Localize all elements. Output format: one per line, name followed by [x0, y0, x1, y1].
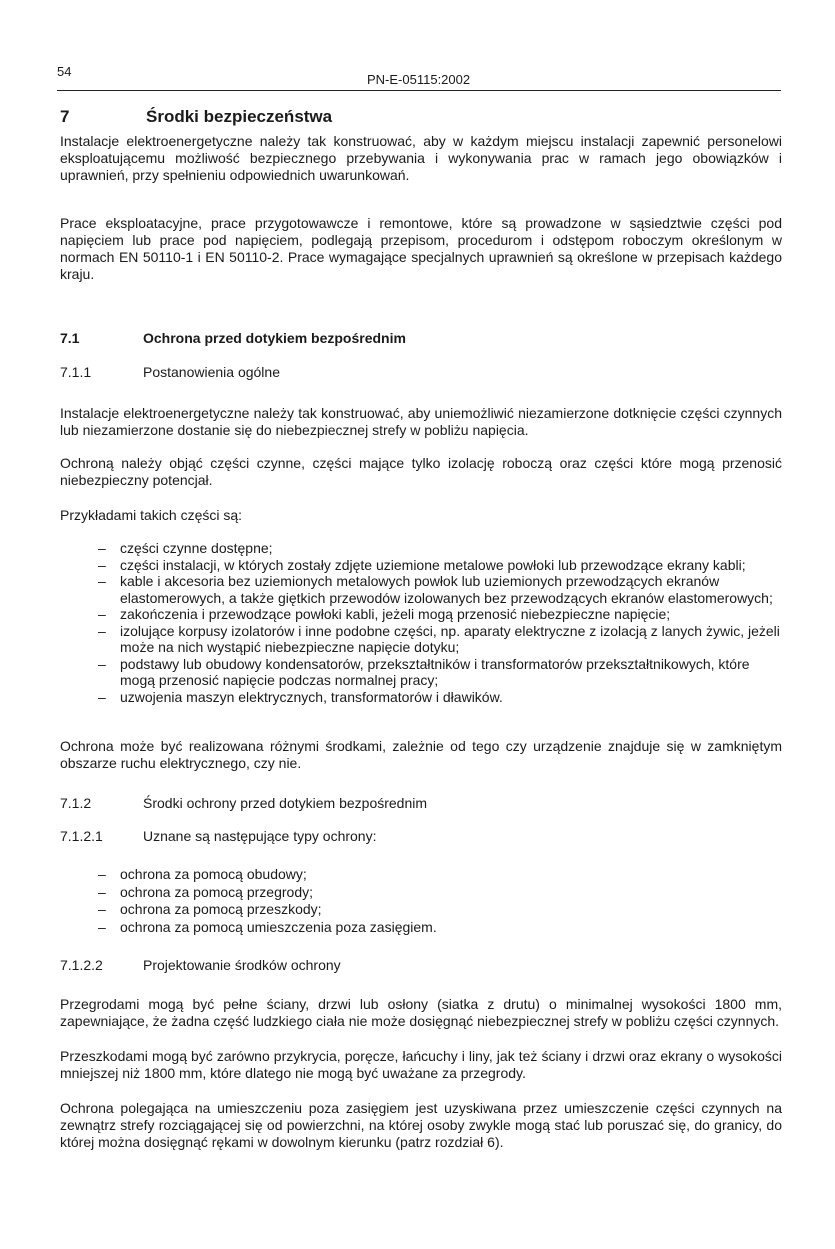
general-paragraph-3: Przykładami takich części są: — [60, 507, 243, 523]
subsection-title: Postanowienia ogólne — [143, 364, 280, 380]
list-item-text: części czynne dostępne; — [120, 540, 273, 556]
closing-paragraph: Ochrona może być realizowana różnymi środkami, zależnie od tego czy urządzenie znajduje się w zamkniętym obszarze ruchu elektrycznego, czy nie. — [60, 738, 782, 771]
subsection-number: 7.1.2.1 — [60, 828, 103, 844]
list-item-text: uzwojenia maszyn elektrycznych, transformatorów i dławików. — [120, 688, 503, 705]
list-item — [98, 540, 782, 557]
list-item — [98, 557, 782, 574]
dash-bullet: – — [98, 573, 106, 589]
subsection-number: 7.1.2.2 — [60, 957, 103, 973]
design-paragraph-1: Przegrodami mogą być pełne ściany, drzwi lub osłony (siatka z drutu) o minimalnej wysokości 1800 mm, zapewniające, że żadna część ludzkiego ciała nie może dosięgnąć niebezpiecznej strefy w pobliżu części czynnych. — [60, 996, 782, 1029]
subsection-title: Ochrona przed dotykiem bezpośrednim — [143, 330, 406, 346]
subsection-title: Projektowanie środków ochrony — [143, 957, 341, 973]
subsection-number: 7.1.1 — [60, 364, 92, 380]
list-item — [98, 884, 782, 902]
general-paragraph-2: Ochroną należy objąć części czynne, części mające tylko izolację roboczą oraz części które mogą przenosić niebezpieczny potencjał. — [60, 455, 782, 488]
list-item — [98, 606, 782, 623]
intro-paragraph-2: Prace eksploatacyjne, prace przygotowawcze i remontowe, które są prowadzone w sąsiedztwie części pod napięciem lub prace pod napięciem, podlegają przepisom, procedurom i odstępom roboczym określonym w normach EN 50110-1 i EN 50110-2. Prace wymagające specjalnych uprawnień są określone w przepisach każdego kraju. — [60, 215, 782, 282]
intro-paragraph-1: Instalacje elektroenergetyczne należy tak konstruować, aby w każdym miejscu instalacji zapewnić personelowi eksploatującemu możliwość bezpiecznego przebywania i wykonywania prac w ramach jego obowiązków i uprawnień, przy spełnieniu odpowiednich uwarunkowań. — [60, 133, 782, 183]
list-item — [98, 656, 782, 689]
list-item-text: kable i akcesoria bez uziemionych metalowych powłok lub uziemionych przewodzących ekranów elastomerowych, a także giętkich przewodów izolowanych bez przewodzących ekranów elastomerowych; — [120, 573, 773, 606]
dash-bullet: – — [98, 540, 106, 556]
dash-bullet: – — [98, 883, 106, 900]
dash-bullet: – — [98, 622, 106, 639]
list-item-text: ochrona za pomocą przegrody; — [120, 883, 313, 900]
dash-bullet: – — [98, 866, 106, 882]
list-item-text: ochrona za pomocą obudowy; — [120, 866, 307, 882]
list-item — [98, 919, 782, 937]
page-number: 54 — [57, 64, 72, 79]
list-item — [98, 573, 782, 606]
section-number: 7 — [60, 107, 70, 126]
list-item — [98, 901, 782, 919]
list-item-text: ochrona za pomocą umieszczenia poza zasięgiem. — [120, 918, 437, 935]
subsection-title: Uznane są następujące typy ochrony: — [143, 828, 377, 844]
page-header — [57, 64, 781, 91]
standard-code: PN-E-05115:2002 — [367, 72, 471, 87]
list-item-text: podstawy lub obudowy kondensatorów, przekształtników i transformatorów przekształtnikowych, które mogą przenosić napięcie podczas normalnej pracy; — [120, 655, 750, 688]
examples-list — [98, 540, 782, 705]
list-item — [98, 623, 782, 656]
dash-bullet: – — [98, 901, 106, 917]
subsection-number: 7.1.2 — [60, 795, 92, 811]
section-title: Środki bezpieczeństwa — [146, 107, 333, 126]
list-item — [98, 866, 782, 884]
general-paragraph-1: Instalacje elektroenergetyczne należy tak konstruować, aby uniemożliwić niezamierzone dotknięcie części czynnych lub niezamierzone dostanie się do niebezpiecznej strefy w pobliżu napięcia. — [60, 405, 782, 438]
dash-bullet: – — [98, 655, 106, 672]
dash-bullet: – — [98, 918, 106, 935]
protection-types-list — [98, 866, 782, 936]
dash-bullet: – — [98, 556, 106, 573]
subsection-number: 7.1 — [60, 330, 80, 346]
dash-bullet: – — [98, 606, 106, 622]
dash-bullet: – — [98, 688, 106, 705]
list-item — [98, 689, 782, 706]
subsection-title: Środki ochrony przed dotykiem bezpośrednim — [143, 795, 428, 811]
list-item-text: ochrona za pomocą przeszkody; — [120, 901, 322, 917]
design-paragraph-2: Przeszkodami mogą być zarówno przykrycia, poręcze, łańcuchy i liny, jak też ściany i drzwi oraz ekrany o wysokości mniejszej niż 1800 mm, które dlatego nie mogą być uważane za przegrody. — [60, 1048, 782, 1081]
list-item-text: części instalacji, w których zostały zdjęte uziemione metalowe powłoki lub przewodzące ekrany kabli; — [120, 556, 746, 573]
list-item-text: izolujące korpusy izolatorów i inne podobne części, np. aparaty elektryczne z izolacją z lanych żywic, jeżeli może na nich wystąpić niebezpieczne napięcie dotyku; — [120, 622, 780, 655]
design-paragraph-3: Ochrona polegająca na umieszczeniu poza zasięgiem jest uzyskiwana przez umieszczenie części czynnych na zewnątrz strefy rozciągającej się od powierzchni, na której osoby zwykle mogą stać lub poruszać się, do granicy, do której można dosięgnąć rękami w dowolnym kierunku (patrz rozdział 6). — [60, 1100, 782, 1150]
list-item-text: zakończenia i przewodzące powłoki kabli, jeżeli mogą przenosić niebezpieczne napięcie; — [120, 606, 671, 622]
